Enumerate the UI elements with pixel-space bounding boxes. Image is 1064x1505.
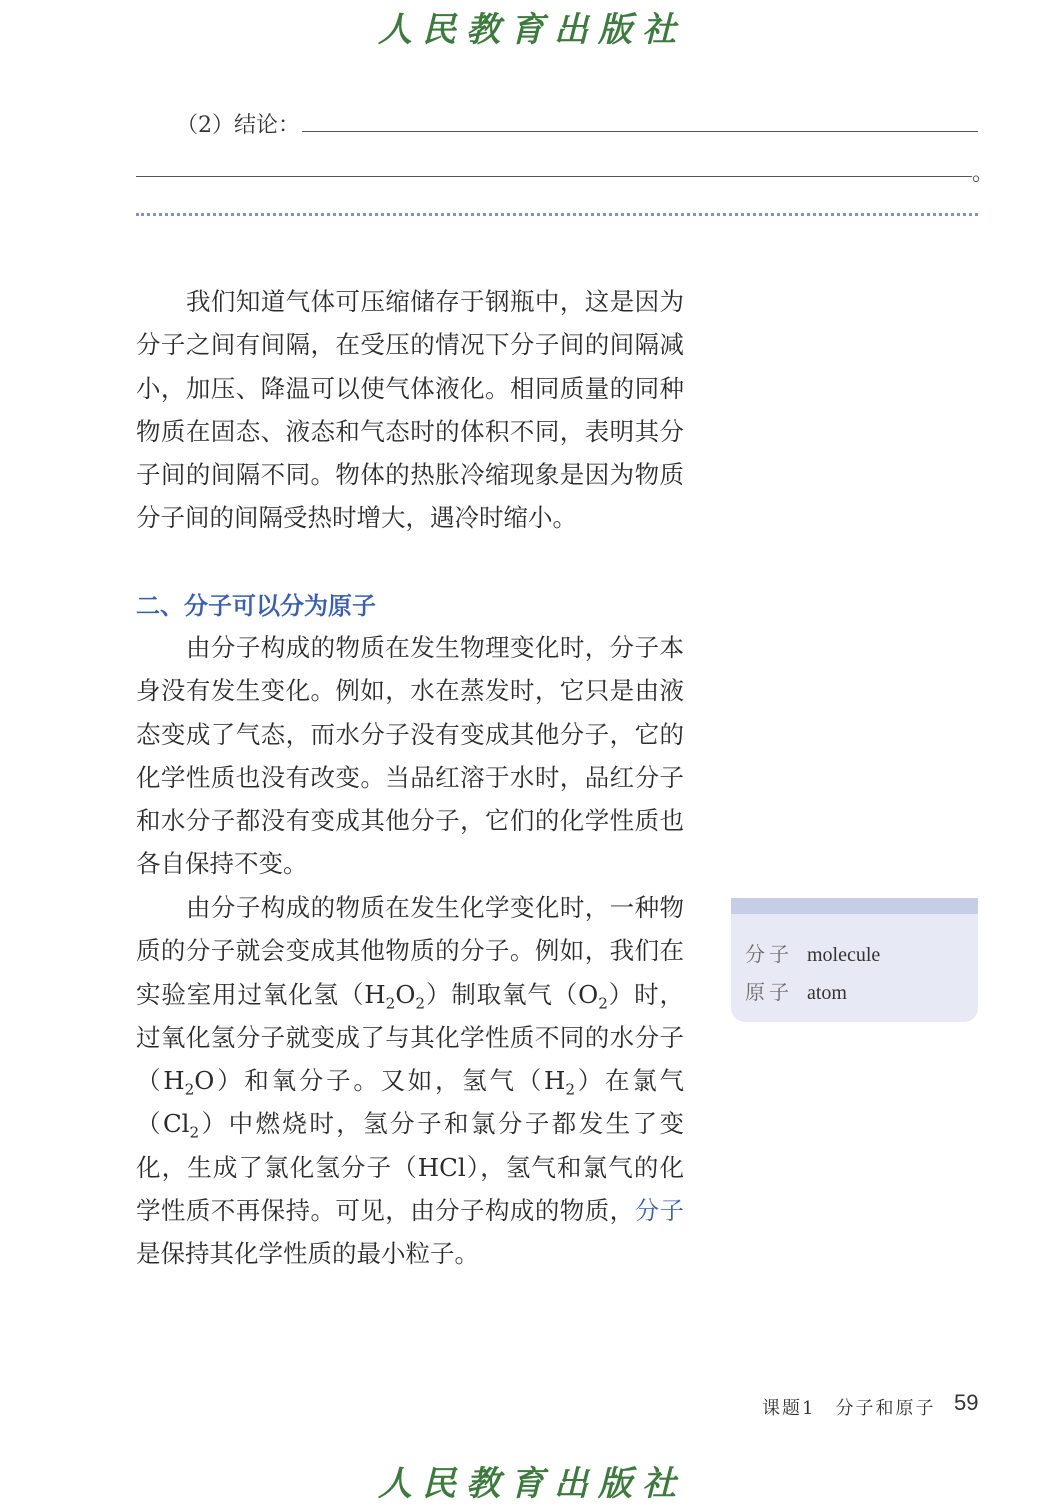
formula-o2: $O_2$ [578, 979, 608, 1012]
answer-line-1[interactable] [302, 131, 978, 132]
answer-line-2[interactable] [136, 176, 972, 177]
glossary-term-en: atom [807, 982, 847, 1004]
paragraph-gas-compression: 我们知道气体可压缩储存于钢瓶中，这是因为分子之间有间隔，在受压的情况下分子间的间隔减小，加压、降温可以使气体液化。相同质量的同种物质在固态、液态和气态时的体积不同，表明其分子间的间隔不同。物体的热胀冷缩现象是因为物质分子间的间隔受热时增大，遇冷时缩小。 [136, 287, 684, 533]
glossary-term-zh: 原子 [745, 980, 793, 1004]
text-span: ）时，过氧化氢分子就变成了与其化学性质不同的水分子（ [136, 979, 685, 1096]
glossary-box [731, 898, 978, 1022]
publisher-logo-top: 人民教育出版社 [378, 10, 686, 50]
text-span: 是保持其化学性质的最小粒子。 [136, 1239, 479, 1269]
glossary-term-en: molecule [807, 944, 881, 966]
text-span: ）制取氧气（ [425, 979, 579, 1009]
glossary-item [745, 938, 880, 967]
formula-hcl: HCl [417, 1152, 466, 1182]
paragraph-physical-change: 由分子构成的物质在发生物理变化时，分子本身没有发生变化。例如，水在蒸发时，它只是由液态变成了气态，而水分子没有变成其他分子，它的化学性质也没有改变。当品红溶于水时，品红分子和水分子都没有变成其他分子，它们的化学性质也各自保持不变。 [136, 633, 684, 879]
text-span: ）在氯气（ [136, 1066, 685, 1139]
glossary-header-bar [731, 898, 978, 914]
formula-cl2: $Cl_2$ [162, 1109, 200, 1142]
formula-h2: $H_2$ [544, 1066, 576, 1099]
paragraph-chemical-change [136, 886, 684, 1276]
footer-section-title: 课题1 分子和原子 [762, 1398, 936, 1419]
glossary-term-zh: 分子 [745, 942, 793, 966]
text-span: ），氢气和氯气的化学性质不再保持。可见，由分子构成的物质， [136, 1152, 685, 1226]
page-number: 59 [954, 1390, 979, 1415]
glossary-item [745, 976, 847, 1005]
section-heading: 二、分子可以分为原子 [136, 592, 376, 620]
keyword-molecule: 分子 [634, 1196, 685, 1226]
text-span: ）和氧分子。又如，氢气（ [214, 1066, 545, 1096]
text-span: ）中燃烧时，氢分子和氯分子都发生了变化，生成了氯化氢分子（ [136, 1109, 685, 1182]
formula-h2o2: $H_2O_2$ [364, 979, 426, 1012]
publisher-logo-bottom: 人民教育出版社 [378, 1464, 686, 1504]
text-span: 由分子构成的物质在发生化学变化时，一种物质的分子就会变成其他物质的分子。例如，我们在实验室用过氧化氢（ [136, 893, 684, 1009]
formula-h2o: $H_2O$ [163, 1066, 215, 1099]
answer-end-period: 。 [972, 161, 995, 186]
conclusion-label: （2）结论： [176, 113, 300, 138]
section-divider [136, 213, 978, 216]
